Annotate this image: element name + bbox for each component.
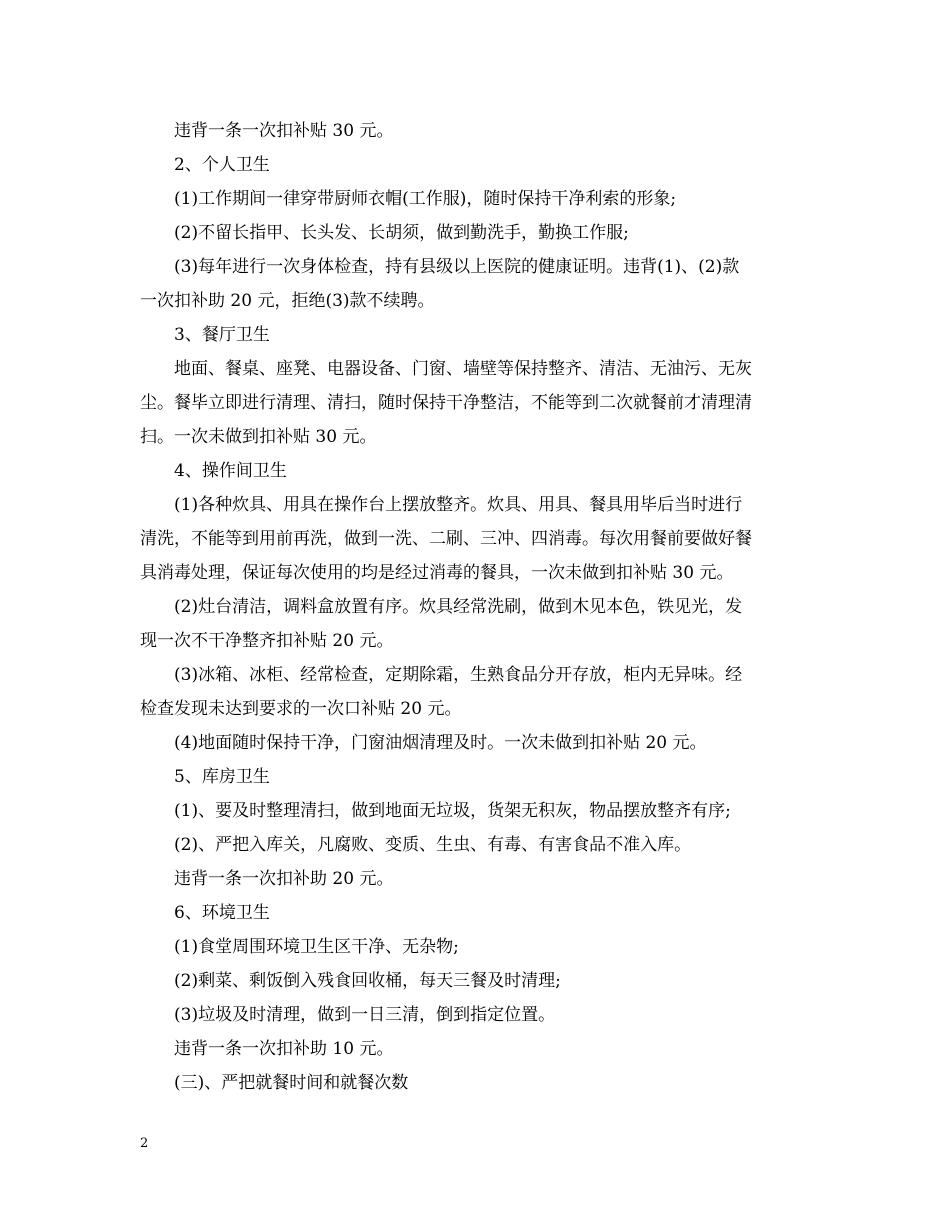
- text-line: 一次扣补助 20 元，拒绝(3)款不续聘。: [140, 291, 435, 311]
- text-line: (1)食堂周围环境卫生区干净、无杂物;: [174, 937, 459, 957]
- text-line: 现一次不干净整齐扣补贴 20 元。: [140, 631, 394, 651]
- text-line: (三)、严把就餐时间和就餐次数: [174, 1073, 409, 1093]
- text-line: (1)、要及时整理清扫，做到地面无垃圾，货架无积灰，物品摆放整齐有序;: [174, 801, 731, 821]
- text-line: (3)垃圾及时清理，做到一日三清，倒到指定位置。: [174, 1005, 556, 1025]
- text-line: (1)各种炊具、用具在操作台上摆放整齐。炊具、用具、餐具用毕后当时进行: [174, 495, 743, 515]
- text-line: 4、操作间卫生: [174, 461, 287, 481]
- text-line: 6、环境卫生: [174, 903, 270, 923]
- document-body: [140, 114, 812, 1100]
- text-line: 扫。一次未做到扣补贴 30 元。: [140, 427, 377, 447]
- text-line: (2)不留长指甲、长头发、长胡须，做到勤洗手，勤换工作服;: [174, 223, 629, 243]
- text-line: (4)地面随时保持干净，门窗油烟清理及时。一次未做到扣补贴 20 元。: [174, 733, 707, 753]
- text-line: 违背一条一次扣补助 20 元。: [174, 869, 394, 889]
- text-line: 检查发现未达到要求的一次口补贴 20 元。: [140, 699, 462, 719]
- page-number: 2: [140, 1136, 149, 1151]
- text-line: (3)冰箱、冰柜、经常检查，定期除霜，生熟食品分开存放，柜内无异味。经: [174, 665, 743, 685]
- text-line: (2)剩菜、剩饭倒入残食回收桶，每天三餐及时清理;: [174, 971, 561, 991]
- text-line: 5、库房卫生: [174, 767, 270, 787]
- text-line: 清洗，不能等到用前再洗，做到一洗、二刷、三冲、四消毒。每次用餐前要做好餐: [140, 529, 752, 549]
- text-line: 违背一条一次扣补贴 30 元。: [174, 121, 394, 141]
- text-line: 具消毒处理，保证每次使用的均是经过消毒的餐具，一次未做到扣补贴 30 元。: [140, 563, 734, 583]
- text-line: 3、餐厅卫生: [174, 325, 270, 345]
- text-line: 地面、餐桌、座凳、电器设备、门窗、墙壁等保持整齐、清洁、无油污、无灰: [174, 359, 752, 379]
- text-line: 尘。餐毕立即进行清理、清扫，随时保持干净整洁，不能等到二次就餐前才清理清: [140, 393, 752, 413]
- text-line: (2)灶台清洁，调料盒放置有序。炊具经常洗刷，做到木见本色，铁见光，发: [174, 597, 743, 617]
- text-line: (3)每年进行一次身体检查，持有县级以上医院的健康证明。违背(1)、(2)款: [174, 257, 740, 277]
- text-line: (2)、严把入库关，凡腐败、变质、生虫、有毒、有害食品不准入库。: [174, 835, 692, 855]
- text-line: 违背一条一次扣补助 10 元。: [174, 1039, 394, 1059]
- text-line: (1)工作期间一律穿带厨师衣帽(工作服)，随时保持干净利索的形象;: [174, 189, 677, 209]
- text-line: 2、个人卫生: [174, 155, 270, 175]
